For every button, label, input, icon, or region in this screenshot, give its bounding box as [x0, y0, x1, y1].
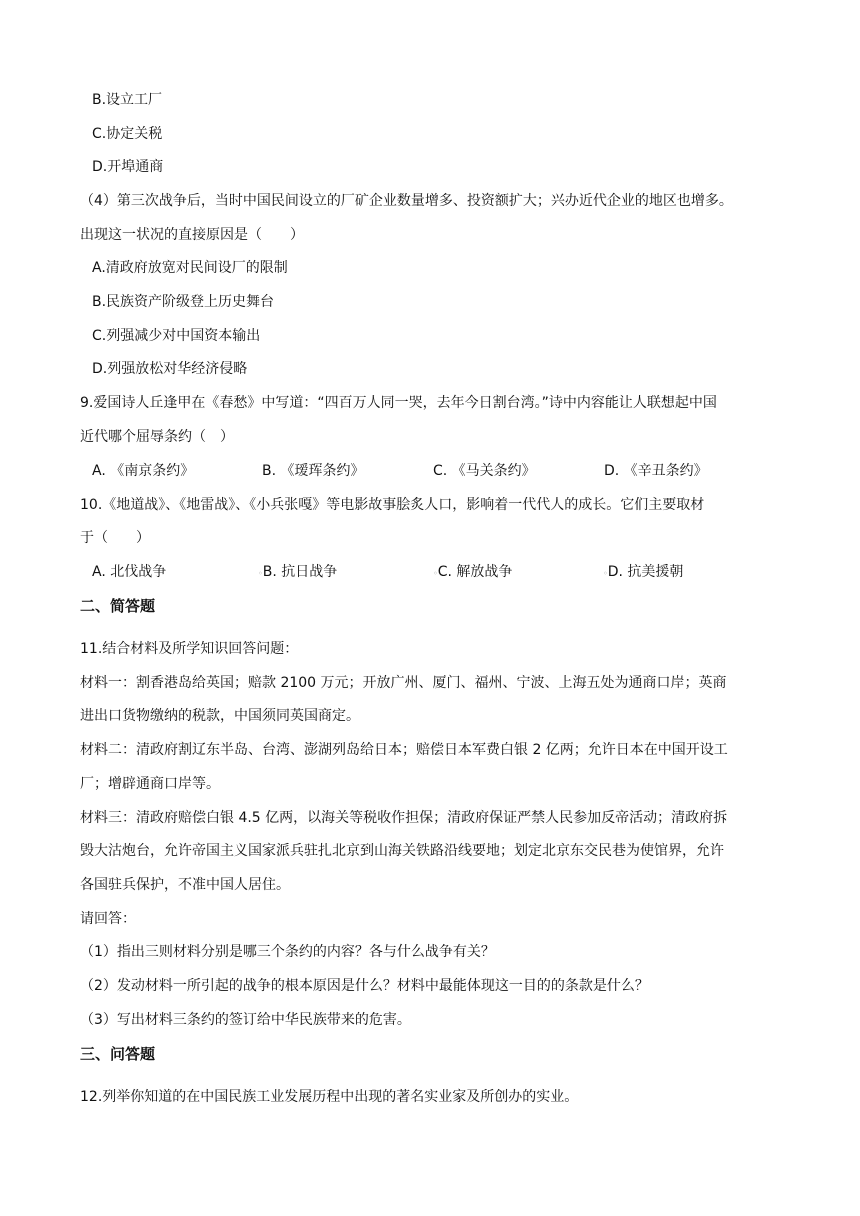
q9-stem-line2: 近代哪个屈辱条约（ ）	[80, 429, 234, 445]
option-marker: ◦	[603, 569, 608, 578]
q10-option-d	[603, 562, 683, 584]
q10-option-c	[433, 562, 512, 584]
q10-option-c-label: C. 解放战争	[437, 564, 513, 580]
q11-sub2: （2）发动材料一所引起的战争的根本原因是什么？材料中最能体现这一目的的条款是什么？	[80, 978, 649, 994]
q9-option-d: D. 《辛丑条约》	[604, 463, 708, 479]
q11-material3-line3: 各国驻兵保护，不准中国人居住。	[80, 877, 290, 893]
section2-heading: 二、简答题	[80, 597, 156, 615]
q8-sub4-stem-line1: （4）第三次战争后，当时中国民间设立的厂矿企业数量增多、投资额扩大；兴办近代企业的地区也增多。	[80, 193, 733, 209]
q11-material2-line1: 材料二：清政府割辽东半岛、台湾、澎湖列岛给日本；赔偿日本军费白银 2 亿两；允许日本在中国开设工	[80, 742, 728, 758]
q11-sub1: （1）指出三则材料分别是哪三个条约的内容？各与什么战争有关？	[80, 944, 495, 960]
q10-stem-line2: 于（ ）	[80, 530, 150, 546]
q8-sub4-option-d: D.列强放松对华经济侵略	[92, 361, 248, 377]
q8-sub4-stem-line2: 出现这一状况的直接原因是（ ）	[80, 227, 304, 243]
q9-option-a: A. 《南京条约》	[92, 463, 195, 479]
option-marker: ◦	[258, 569, 263, 578]
q8-option-d: D.开埠通商	[92, 159, 164, 175]
q8-sub4-option-c: C.列强减少对中国资本输出	[92, 328, 261, 344]
q10-stem-line1: 10.《地道战》、《地雷战》、《小兵张嘎》等电影故事脍炙人口，影响着一代代人的成长。它们主要取材	[80, 497, 705, 513]
q11-intro: 11.结合材料及所学知识回答问题：	[80, 641, 299, 657]
q9-option-c: C. 《马关条约》	[433, 463, 536, 479]
q8-option-c: C.协定关税	[92, 126, 163, 142]
q9-option-b: B. 《瑷珲条约》	[262, 463, 365, 479]
q11-material2-line2: 厂；增辟通商口岸等。	[80, 776, 220, 792]
q11-sub3: （3）写出材料三条约的签订给中华民族带来的危害。	[80, 1012, 411, 1028]
q12-stem: 12.列举你知道的在中国民族工业发展历程中出现的著名实业家及所创办的实业。	[80, 1089, 579, 1105]
q11-material1-line1: 材料一：割香港岛给英国；赔款 2100 万元；开放广州、厦门、福州、宁波、上海五处为通商口岸；英商	[80, 675, 727, 691]
q10-option-a: A. 北伐战争	[92, 564, 167, 580]
q11-material1-line2: 进出口货物缴纳的税款，中国须同英国商定。	[80, 708, 360, 724]
q11-material3-line1: 材料三：清政府赔偿白银 4.5 亿两，以海关等税收作担保；清政府保证严禁人民参加反帝活动；清政府拆	[80, 810, 728, 826]
q8-sub4-option-b: B.民族资产阶级登上历史舞台	[92, 294, 275, 310]
q10-option-d-label: D. 抗美援朝	[607, 564, 684, 580]
option-marker: ◦	[433, 569, 438, 578]
q8-sub4-option-a: A.清政府放宽对民间设厂的限制	[92, 260, 288, 276]
q11-prompt: 请回答：	[80, 911, 136, 927]
q8-option-b: B.设立工厂	[92, 92, 163, 108]
q10-option-b-label: B. 抗日战争	[262, 564, 338, 580]
q10-option-b	[258, 562, 337, 584]
q9-stem-line1: 9.爱国诗人丘逢甲在《春愁》中写道：“四百万人同一哭，去年今日割台湾。”诗中内容能让人联想起中国	[80, 395, 717, 411]
section3-heading: 三、问答题	[80, 1045, 156, 1063]
q11-material3-line2: 毁大沽炮台，允许帝国主义国家派兵驻扎北京到山海关铁路沿线要地；划定北京东交民巷为使馆界，允许	[80, 843, 724, 859]
